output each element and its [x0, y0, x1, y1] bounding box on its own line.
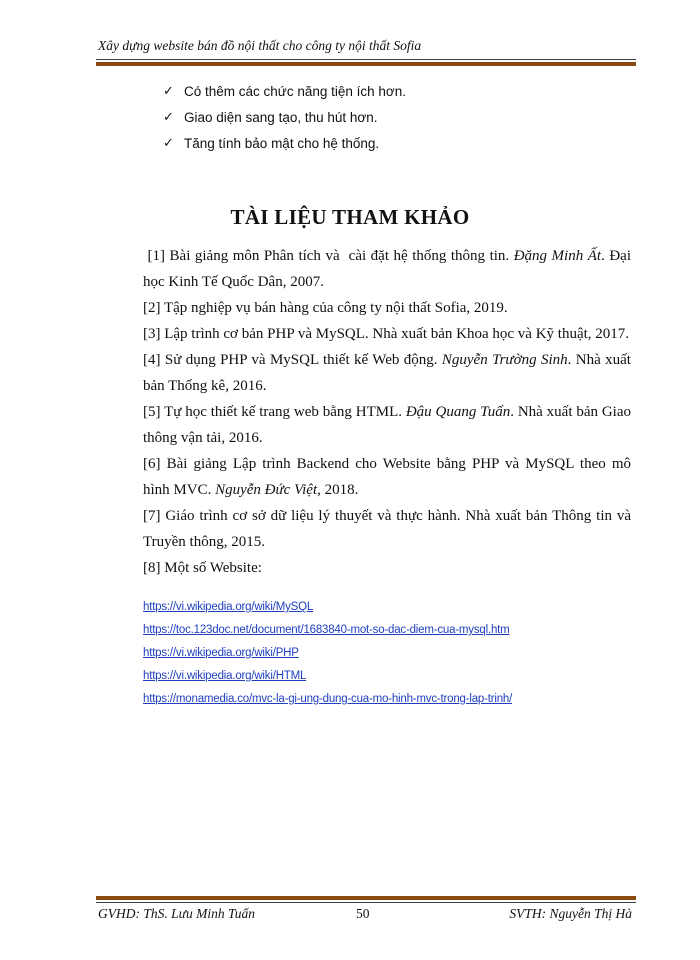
- link-php-wiki[interactable]: https://vi.wikipedia.org/wiki/PHP: [143, 647, 299, 659]
- checklist-item: ✓ Tăng tính bảo mật cho hệ thống.: [163, 135, 380, 151]
- footer-advisor: GVHD: ThS. Lưu Minh Tuấn: [98, 906, 256, 921]
- footer-rule-thin: [96, 902, 636, 903]
- reference-6: [6] Bài giảng Lập trình Backend cho Website bằng PHP và MySQL theo mô hình MVC. Nguyễn Đức Việt, 2018.: [143, 456, 631, 498]
- link-html-wiki[interactable]: https://vi.wikipedia.org/wiki/HTML: [143, 670, 307, 682]
- header-rule-thick: [96, 62, 636, 66]
- checkmark-icon: ✓: [163, 135, 174, 151]
- footer-student: SVTH: Nguyễn Thị Hà: [509, 906, 632, 921]
- reference-4: [4] Sử dụng PHP và MySQL thiết kế Web động. Nguyễn Trường Sinh. Nhà xuất bản Thống kê, 2016.: [143, 352, 631, 394]
- checkmark-icon: ✓: [163, 83, 174, 99]
- reference-2: [2] Tập nghiệp vụ bán hàng của công ty nội thất Sofia, 2019.: [143, 300, 508, 316]
- reference-7: [7] Giáo trình cơ sở dữ liệu lý thuyết và thực hành. Nhà xuất bản Thông tin và Truyền thông, 2015.: [143, 508, 631, 550]
- website-links: [143, 601, 512, 716]
- reference-1: [1] Bài giảng môn Phân tích và cài đặt hệ thống thông tin. Đặng Minh Ất. Đại học Kinh Tế Quốc Dân, 2007.: [143, 248, 631, 290]
- reference-author: Đậu Quang Tuấn: [405, 404, 511, 420]
- link-123doc-mysql[interactable]: https://toc.123doc.net/document/1683840-mot-so-dac-diem-cua-mysql.htm: [143, 624, 510, 636]
- checklist-item: ✓ Giao diện sang tạo, thu hút hơn.: [163, 109, 378, 125]
- reference-author: Nguyễn Trường Sinh: [441, 352, 568, 368]
- references-heading: TÀI LIỆU THAM KHẢO: [230, 205, 470, 229]
- link-mysql-wiki[interactable]: https://vi.wikipedia.org/wiki/MySQL: [143, 601, 314, 613]
- footer-rule-thick: [96, 896, 636, 900]
- checklist-item: ✓ Có thêm các chức năng tiện ích hơn.: [163, 83, 407, 99]
- checkmark-icon: ✓: [163, 109, 174, 125]
- checklist: [163, 78, 406, 156]
- reference-8: [8] Một số Website:: [143, 560, 262, 576]
- reference-3: [3] Lập trình cơ bản PHP và MySQL. Nhà xuất bản Khoa học và Kỹ thuật, 2017.: [143, 326, 630, 342]
- header-rule-thin: [96, 59, 636, 60]
- reference-5: [5] Tự học thiết kế trang web bằng HTML. Đậu Quang Tuấn. Nhà xuất bản Giao thông vận tải, 2016.: [143, 404, 632, 446]
- page-number: 50: [356, 906, 370, 921]
- reference-list: [143, 243, 631, 581]
- reference-author: Nguyễn Đức Việt: [215, 482, 318, 498]
- reference-author: Đặng Minh Ất: [513, 248, 602, 264]
- link-monamedia-mvc[interactable]: https://monamedia.co/mvc-la-gi-ung-dung-cua-mo-hinh-mvc-trong-lap-trinh/: [143, 693, 513, 705]
- running-header: Xây dựng website bán đồ nội thất cho công ty nội thất Sofia: [98, 38, 422, 53]
